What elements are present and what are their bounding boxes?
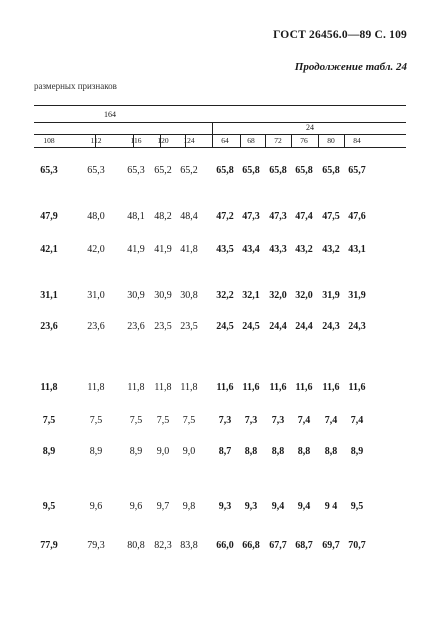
table-cell: 9,5	[42, 501, 56, 512]
table-cell: 41,9	[127, 244, 145, 255]
table-cell: 79,3	[87, 540, 105, 551]
table-cell: 24,5	[216, 321, 234, 332]
table-cell: 77,9	[40, 540, 58, 551]
table-cell: 9 4	[324, 501, 338, 512]
table-cell: 9,3	[244, 501, 258, 512]
table-cell: 43,5	[216, 244, 234, 255]
table-cell: 8,9	[89, 446, 103, 457]
table-cell: 32,2	[216, 290, 234, 301]
table-cell: 47,4	[295, 211, 313, 222]
table-cell: 8,8	[297, 446, 311, 457]
group-label: 24	[306, 123, 314, 132]
table-cell: 41,8	[180, 244, 198, 255]
column-header: 84	[353, 136, 361, 145]
table-cell: 7,5	[182, 415, 196, 426]
table-cell: 48,0	[87, 211, 105, 222]
table-cell: 11,6	[295, 382, 313, 393]
table-cell: 7,5	[129, 415, 143, 426]
table-cell: 7,5	[156, 415, 170, 426]
table-cell: 7,4	[350, 415, 364, 426]
table-cell: 30,8	[180, 290, 198, 301]
column-header: 112	[90, 136, 102, 145]
table-cell: 24,3	[322, 321, 340, 332]
table-cell: 65,2	[180, 165, 198, 176]
table-cell: 11,6	[216, 382, 234, 393]
table-cell: 9,7	[156, 501, 170, 512]
table-cell: 9,6	[129, 501, 143, 512]
table-cell: 24,4	[295, 321, 313, 332]
table-cell: 65,8	[295, 165, 313, 176]
table-cell: 65,3	[40, 165, 58, 176]
table-cell: 67,7	[269, 540, 287, 551]
table-cell: 43,2	[322, 244, 340, 255]
table-cell: 11,6	[269, 382, 287, 393]
table-cell: 48,4	[180, 211, 198, 222]
table-cell: 9,6	[89, 501, 103, 512]
table-cell: 43,2	[295, 244, 313, 255]
table-cell: 47,5	[322, 211, 340, 222]
table-cell: 80,8	[127, 540, 145, 551]
table-cell: 7,5	[42, 415, 56, 426]
column-header: 116	[130, 136, 142, 145]
table-cell: 32,1	[242, 290, 260, 301]
table-cell: 65,2	[154, 165, 172, 176]
table-continuation-title: Продолжение табл. 24	[294, 61, 407, 73]
table-cell: 43,4	[242, 244, 260, 255]
table-cell: 9,8	[182, 501, 196, 512]
table-cell: 30,9	[127, 290, 145, 301]
table-cell: 47,9	[40, 211, 58, 222]
table-cell: 65,7	[348, 165, 366, 176]
table-cell: 23,6	[87, 321, 105, 332]
table-cell: 7,3	[218, 415, 232, 426]
table-cell: 43,3	[269, 244, 287, 255]
table-rule	[34, 134, 406, 135]
table-cell: 24,3	[348, 321, 366, 332]
table-cell: 68,7	[295, 540, 313, 551]
table-cell: 8,9	[350, 446, 364, 457]
table-cell: 7,3	[244, 415, 258, 426]
table-cell: 65,3	[127, 165, 145, 176]
column-header: 68	[247, 136, 255, 145]
table-cell: 7,4	[324, 415, 338, 426]
table-cell: 66,8	[242, 540, 260, 551]
table-rule	[34, 105, 406, 106]
column-header: 108	[43, 136, 55, 145]
table-cell: 31,0	[87, 290, 105, 301]
table-cell: 8,9	[129, 446, 143, 457]
table-cell: 65,8	[216, 165, 234, 176]
table-cell: 47,3	[269, 211, 287, 222]
table-cell: 42,1	[40, 244, 58, 255]
table-cell: 11,8	[127, 382, 145, 393]
table-cell: 11,6	[242, 382, 260, 393]
column-header: 72	[274, 136, 282, 145]
table-cell: 8,7	[218, 446, 232, 457]
table-cell: 11,6	[322, 382, 340, 393]
table-cell: 47,3	[242, 211, 260, 222]
table-cell: 31,9	[322, 290, 340, 301]
table-cell: 23,6	[127, 321, 145, 332]
table-cell: 48,1	[127, 211, 145, 222]
table-cell: 65,8	[322, 165, 340, 176]
table-cell: 9,0	[156, 446, 170, 457]
table-cell: 8,8	[324, 446, 338, 457]
table-cell: 82,3	[154, 540, 172, 551]
table-rule	[34, 147, 406, 148]
table-cell: 47,6	[348, 211, 366, 222]
table-cell: 8,8	[271, 446, 285, 457]
table-cell: 43,1	[348, 244, 366, 255]
table-cell: 11,8	[154, 382, 172, 393]
table-cell: 70,7	[348, 540, 366, 551]
table-cell: 42,0	[87, 244, 105, 255]
table-cell: 7,5	[89, 415, 103, 426]
table-cell: 11,8	[40, 382, 58, 393]
column-header: 124	[183, 136, 195, 145]
table-cell: 30,9	[154, 290, 172, 301]
column-header: 80	[327, 136, 335, 145]
table-cell: 24,5	[242, 321, 260, 332]
table-cell: 9,0	[182, 446, 196, 457]
column-header: 76	[300, 136, 308, 145]
table-cell: 69,7	[322, 540, 340, 551]
table-cell: 9,5	[350, 501, 364, 512]
table-cell: 23,5	[180, 321, 198, 332]
table-cell: 65,8	[242, 165, 260, 176]
table-cell: 11,8	[87, 382, 105, 393]
table-cell: 66,0	[216, 540, 234, 551]
table-cell: 23,6	[40, 321, 58, 332]
table-cell: 48,2	[154, 211, 172, 222]
table-cell: 8,8	[244, 446, 258, 457]
table-cell: 65,8	[269, 165, 287, 176]
table-cell: 41,9	[154, 244, 172, 255]
table-cell: 9,3	[218, 501, 232, 512]
table-cell: 7,3	[271, 415, 285, 426]
table-cell: 32,0	[269, 290, 287, 301]
table-cell: 47,2	[216, 211, 234, 222]
group-label: 164	[104, 110, 116, 119]
table-cell: 8,9	[42, 446, 56, 457]
table-cell: 7,4	[297, 415, 311, 426]
page-header-code: ГОСТ 26456.0—89 С. 109	[273, 29, 407, 41]
table-cell: 11,6	[348, 382, 366, 393]
table-cell: 65,3	[87, 165, 105, 176]
table-cell: 31,9	[348, 290, 366, 301]
table-cell: 32,0	[295, 290, 313, 301]
table-cell: 83,8	[180, 540, 198, 551]
fragment-text: размерных признаков	[34, 81, 117, 91]
table-cell: 9,4	[297, 501, 311, 512]
column-header: 64	[221, 136, 229, 145]
table-cell: 31,1	[40, 290, 58, 301]
table-cell: 23,5	[154, 321, 172, 332]
table-cell: 11,8	[180, 382, 198, 393]
column-header: 120	[157, 136, 169, 145]
table-cell: 9,4	[271, 501, 285, 512]
table-cell: 24,4	[269, 321, 287, 332]
